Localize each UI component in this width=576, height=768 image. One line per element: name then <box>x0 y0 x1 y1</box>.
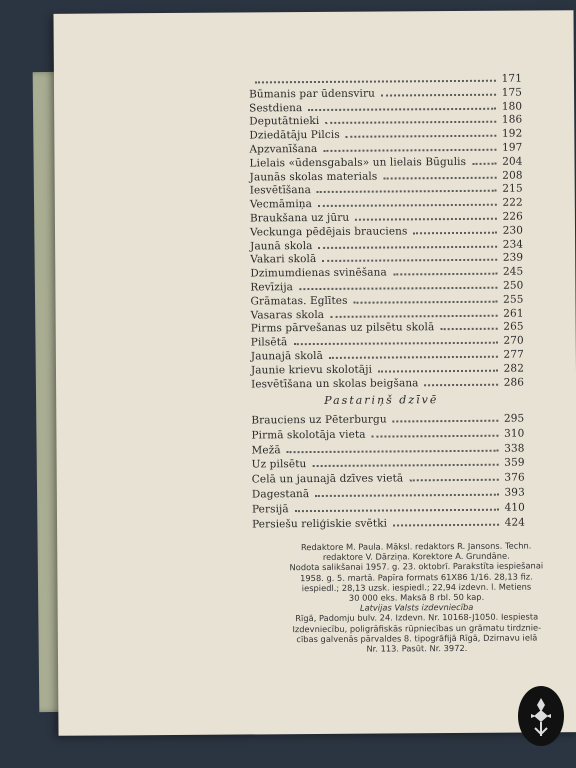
toc-entry-title: Deputātnieki <box>249 115 320 128</box>
colophon-line: iespiedl.; 28,13 uzsk. iespiedl.; 22,94 izdevn. l. Metiens <box>301 581 532 593</box>
toc-entry-page: 230 <box>502 224 524 237</box>
colophon-line: 1958. g. 5. martā. Papīra formats 61X86 1/16. 28,13 fiz. <box>300 571 533 583</box>
toc-entry-page: 410 <box>504 501 525 514</box>
colophon-line: 30 000 eks. Maksā 8 rbl. 50 kap. <box>348 591 485 603</box>
toc-entry-page: 270 <box>503 334 524 347</box>
toc-entry-page: 338 <box>504 442 525 455</box>
toc-entry-title: Mežā <box>251 443 281 457</box>
toc-leader-dots <box>295 509 499 512</box>
toc-entry-title: Vakari skolā <box>250 253 317 266</box>
toc-entry-page: 175 <box>501 86 523 99</box>
toc-entry-page: 245 <box>502 265 524 278</box>
toc-entry-page: 222 <box>502 196 523 209</box>
toc-entry-title: Veckunga pēdējais brauciens <box>249 225 408 239</box>
toc-entry-title: Dagestanā <box>251 488 310 501</box>
toc-entry-page: 180 <box>501 100 523 113</box>
toc-entry-title: Sestdiena <box>249 101 303 115</box>
toc-entry-page: 286 <box>503 376 525 389</box>
toc-entry-title: Iesvētīšana un skolas beigšana <box>251 376 419 391</box>
toc-entry-page: 192 <box>501 127 523 140</box>
toc-entry-page: 255 <box>503 293 524 306</box>
toc-entry-page: 265 <box>503 320 524 334</box>
colophon-line: redaktore V. Dārziņa. Korektore A. Grundāne. <box>322 550 510 563</box>
toc-leader-dots <box>287 449 499 452</box>
watermark-logo-icon <box>518 686 564 746</box>
toc-entry-page: 215 <box>502 182 523 196</box>
toc-entry-page: 393 <box>504 486 525 499</box>
toc-entry-title: Jaunajā skolā <box>250 349 324 363</box>
colophon-line: Rīgā, Padomju bulv. 24. Izdevn. Nr. 10168-J1050. Iespiesta <box>295 611 539 624</box>
toc-leader-dots <box>393 420 499 423</box>
toc-entry <box>252 512 525 530</box>
toc-leader-dots <box>425 383 499 386</box>
toc-entry-title: Dzimumdienas svinēšana <box>250 266 387 280</box>
toc-entry-title: Brauciens uz Pēterburgu <box>251 413 387 427</box>
toc-entry-title: Jaunie krievu skolotāji <box>250 363 373 377</box>
toc-entry-page: 197 <box>502 141 523 154</box>
colophon-line: Izdevniecību, poligrāfiskās rūpniecības un grāmatu tirdznie- <box>292 622 542 634</box>
section-heading: Pastariņš dzīvē <box>324 393 439 407</box>
toc-entry-title: Persijā <box>251 502 289 516</box>
toc-leader-dots <box>315 494 499 497</box>
toc-entry-page: 277 <box>503 348 524 361</box>
toc-entry-title: Pilsētā <box>250 336 288 349</box>
colophon-line: Latvijas Valsts izdevniecība <box>359 602 474 613</box>
toc-entry-title: Pirmā skolotāja vieta <box>251 428 366 442</box>
toc-entry-page: 239 <box>502 251 524 265</box>
colophon-line: cības galvenās pārvaldes 8. tipogrāfijā Rīgā, Dzirnavu ielā <box>296 632 538 644</box>
toc-leader-dots <box>312 464 498 467</box>
toc-entry-title: Uz pilsētu <box>251 458 307 471</box>
colophon-line: Nr. 113. Pasūt. Nr. 3972. <box>366 642 468 654</box>
toc-entry-title: Būmanis par ūdensviru <box>249 87 375 101</box>
toc-entry-title: Vecmāmiņa <box>249 198 313 211</box>
toc-leader-dots <box>393 523 499 526</box>
toc-entry-page: 250 <box>503 279 524 292</box>
toc-entry-page: 359 <box>504 456 525 470</box>
toc-entry-page: 424 <box>504 516 526 529</box>
toc-entry-title: Iesvētīšana <box>249 184 312 197</box>
toc-entry-page: 261 <box>503 307 524 320</box>
toc-leader-dots <box>409 479 499 482</box>
toc-entry-page: 208 <box>502 169 523 182</box>
toc-entry-title: Revīzija <box>250 281 294 294</box>
book-page <box>53 10 576 736</box>
toc-entry <box>251 372 524 390</box>
toc-entry-page: 234 <box>502 238 524 251</box>
toc-entry-title: Apzvanīšana <box>249 142 318 156</box>
toc-entry-title: Vasaras skola <box>250 308 325 322</box>
colophon-line: Nodota salikšanai 1957. g. 23. oktobrī. Parakstīta iespiešanai <box>289 560 544 573</box>
toc-entry-title: Jaunā skola <box>250 239 313 253</box>
toc-entry-title: Dziedātāju Pilcis <box>249 129 340 142</box>
toc-entry-page: 295 <box>503 412 525 425</box>
toc-entry-title: Celā un jaunajā dzīves vietā <box>251 472 404 486</box>
toc-entry-title: Pirms pārvešanas uz pilsētu skolā <box>250 321 435 335</box>
colophon-line: Redaktore M. Paula. Māksl. redaktors R. Jansons. Techn. <box>300 540 532 553</box>
toc-entry-title: Persiešu reliģiskie svētki <box>252 517 388 531</box>
toc-entry-page: 204 <box>502 155 523 168</box>
toc-entry-title: Braukšana uz jūru <box>249 211 350 225</box>
toc-leader-dots <box>372 435 499 438</box>
toc-entry-page: 186 <box>501 113 523 127</box>
colophon <box>281 540 552 654</box>
toc-entry-page: 310 <box>504 427 525 440</box>
toc-entry-title: Grāmatas. Eglītes <box>250 294 348 308</box>
toc-entry-title: Lielais «ūdensgabals» un lielais Būgulis <box>249 155 467 170</box>
toc-entry-page: 282 <box>503 362 525 375</box>
toc-entry-title: Jaunās skolas materials <box>249 170 378 184</box>
toc-entry-page: 226 <box>502 210 523 223</box>
toc-entry-page: 171 <box>501 72 522 85</box>
toc-entry-page: 376 <box>504 471 525 484</box>
